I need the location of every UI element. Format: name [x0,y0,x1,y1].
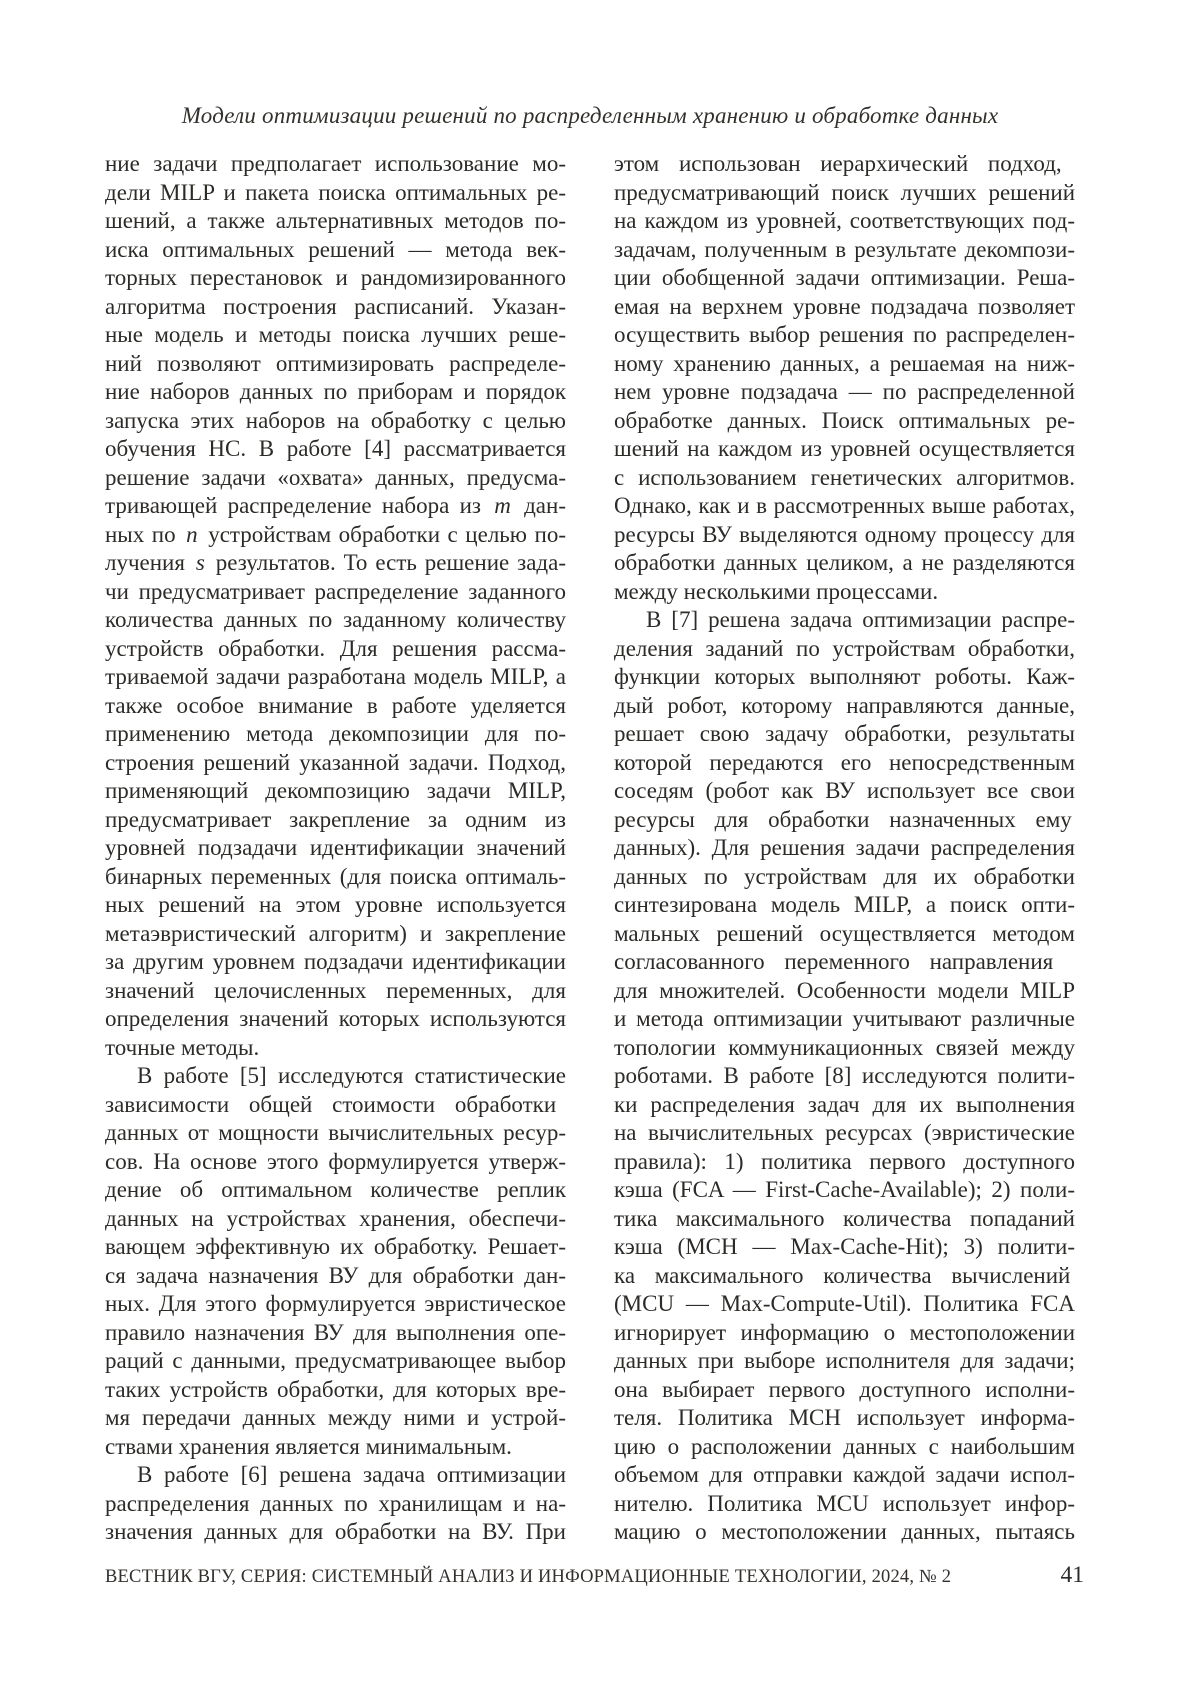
text-line: запуска этих наборов на обработку с целью [105,407,566,433]
text-line: данных на устройствах хранения, обеспечи- [105,1205,566,1231]
text-line: ному хранению данных, а решаемая на ниж- [614,350,1075,376]
math-variable: n [186,521,198,547]
text-line: топологии коммуникационных связей между [614,1034,1075,1060]
text-line: и метода оптимизации учитывают различные [614,1006,1075,1031]
text-line: для множителей. Особенности модели MILP [614,977,1075,1003]
text-line: теля. Политика MCH использует информа- [614,1405,1075,1430]
text-line: дый робот, которому направляются данные, [614,692,1075,718]
text-line: нем уровне подзадача — по распределенной [614,379,1075,404]
text-line: ние задачи предполагает использование мо- [105,151,566,176]
text-line: данных по устройствам для их обработки [614,863,1075,889]
text-line: шений на каждом из уровней осуществляется [614,436,1075,461]
text-line: между несколькими процессами. [614,578,939,604]
paragraph [105,150,566,1062]
text-line: количества данных по заданному количеству [105,607,566,632]
text-line: соседям (робот как ВУ использует все свои [614,778,1075,803]
text-line: данных при выборе исполнителя для задачи; [614,1348,1075,1373]
text-line: раций с данными, предусматривающее выбор [105,1348,566,1373]
text-line: торных перестановок и рандомизированного [105,265,566,290]
text-line: этом использован иерархический подход, [614,151,1062,176]
text-line: бинарных переменных (для поиска оптималь- [105,863,566,889]
text-line: зависимости общей стоимости обработки [105,1091,557,1117]
column-right [614,150,1075,1547]
text-line: осуществить выбор решения по распределен- [614,322,1075,347]
text-line: ции обобщенной задачи оптимизации. Реша- [614,265,1075,290]
text-line: данных от мощности вычислительных ресур- [105,1120,566,1145]
text-line: решение задачи «охвата» данных, предусма- [105,464,566,490]
text-line: данных). Для решения задачи распределения [614,835,1075,860]
text-line: правила): 1) политика первого доступного [614,1148,1075,1174]
text-line: синтезирована модель MILP, а поиск опти- [614,892,1075,917]
text-line: тривающей распределение набора из m дан- [105,493,566,518]
text-line: применению метода декомпозиции для по- [105,721,566,746]
text-line: ка максимального количества вычислений [614,1262,1071,1288]
text-line: распределения данных по хранилищам и на- [105,1490,566,1516]
text-line: обработки данных целиком, а не разделяются [614,550,1075,575]
text-line: обучения НС. В работе [4] рассматривается [105,436,566,461]
text-line: тика максимального количества попаданий [614,1205,1075,1231]
text-line: ний позволяют оптимизировать распределе- [105,350,566,376]
text-line: объемом для отправки каждой задачи испол- [614,1462,1075,1487]
text-line: обработке данных. Поиск оптимальных ре- [614,407,1075,433]
text-line: функции которых выполняют роботы. Каж- [614,664,1075,689]
text-line: применяющий декомпозицию задачи MILP, [105,778,566,803]
text-line: за другим уровнем подзадачи идентификации [105,949,566,974]
text-line: Однако, как и в рассмотренных выше работах, [614,493,1075,518]
text-line: которой передаются его непосредственным [614,749,1075,775]
text-line: сов. На основе этого формулируется утверж- [105,1148,566,1174]
text-line: задачам, полученным в результате декомпози- [614,236,1075,262]
text-line: на вычислительных ресурсах (эвристические [614,1120,1075,1145]
text-line: ных решений на этом уровне используется [105,892,566,917]
text-line: емая на верхнем уровне подзадача позволяет [614,293,1075,319]
text-line: ные модель и методы поиска лучших реше- [105,322,566,347]
paragraph [614,150,1075,606]
text-line: строения решений указанной задачи. Подход, [105,749,566,775]
text-line: она выбирает первого доступного исполни- [614,1376,1075,1402]
column-left [105,150,566,1547]
text-line: также особое внимание в работе уделяется [105,692,566,718]
text-line: В работе [5] исследуются статистические [137,1063,566,1088]
text-line: ных. Для этого формулируется эвристическое [105,1291,566,1316]
text-line: уровней подзадачи идентификации значений [105,835,566,860]
text-line: иска оптимальных решений — метода век- [105,236,566,262]
text-line: шений, а также альтернативных методов по- [105,208,566,233]
text-line: решает свою задачу обработки, результаты [614,721,1075,746]
text-line: мя передачи данных между ними и устрой- [105,1405,566,1430]
text-line: ресурсы для обработки назначенных ему [614,806,1072,832]
text-line: таких устройств обработки, для которых вре- [105,1376,566,1402]
journal-title: ВЕСТНИК ВГУ, СЕРИЯ: СИСТЕМНЫЙ АНАЛИЗ И ИНФОРМАЦИОННЫЕ ТЕХНОЛОГИИ, 2024, № 2 [105,1567,952,1587]
page-footer [105,1562,1088,1589]
text-line: кэша (MCH — Max-Cache-Hit); 3) полити- [614,1234,1075,1259]
paragraph [105,1461,566,1547]
text-line: предусматривающий поиск лучших решений [614,179,1075,205]
text-line: лучения s результатов. То есть решение зада- [105,550,566,575]
text-line: согласованного переменного направления [614,949,1054,974]
text-columns [105,150,1075,1547]
text-line: цию о расположении данных с наибольшим [614,1433,1075,1459]
text-line: игнорирует информацию о местоположении [614,1319,1075,1345]
text-line: ние наборов данных по приборам и порядок [105,379,566,404]
text-line: ресурсы ВУ выделяются одному процессу для [614,521,1075,547]
text-line: ствами хранения является минимальным. [105,1433,512,1459]
text-line: предусматривает закрепление за одним из [105,806,566,832]
paragraph [614,606,1075,1547]
text-line: значений целочисленных переменных, для [105,977,566,1003]
text-line: на каждом из уровней, соответствующих под- [614,208,1075,233]
text-line: нителю. Политика MCU использует инфор- [614,1490,1075,1516]
text-line: ных по n устройствам обработки с целью по- [105,521,566,547]
text-line: дели MILP и пакета поиска оптимальных ре- [105,179,566,205]
text-line: правило назначения ВУ для выполнения опе- [105,1319,566,1345]
text-line: точные методы. [105,1034,260,1060]
text-line: кэша (FCA — First-Cache-Available); 2) поли- [614,1177,1075,1202]
paragraph [105,1062,566,1461]
text-line: алгоритма построения расписаний. Указан- [105,293,566,319]
text-line: деления заданий по устройствам обработки, [614,635,1075,661]
text-line: значения данных для обработки на ВУ. При [105,1519,566,1544]
text-line: В [7] решена задача оптимизации распре- [646,607,1075,632]
page-number: 41 [1060,1562,1084,1588]
running-title: Модели оптимизации решений по распределенным хранению и обработке данных [181,103,999,128]
text-line: дение об оптимальном количестве реплик [105,1177,566,1202]
text-line: вающем эффективную их обработку. Решает- [105,1234,566,1259]
text-line: (MCU — Max-Compute-Util). Политика FCA [614,1291,1075,1316]
text-line: ся задача назначения ВУ для обработки дан- [105,1262,566,1288]
text-line: мальных решений осуществляется методом [614,920,1075,946]
text-line: устройств обработки. Для решения рассма- [105,635,566,661]
text-line: В работе [6] решена задача оптимизации [137,1462,566,1487]
text-line: триваемой задачи разработана модель MILP, а [105,664,566,689]
math-variable: s [195,550,205,575]
text-line: мацию о местоположении данных, пытаясь [614,1519,1075,1544]
text-line: метаэвристический алгоритм) и закрепление [105,920,566,946]
text-line: роботами. В работе [8] исследуются полити- [614,1063,1075,1088]
text-line: чи предусматривает распределение заданного [105,578,566,604]
text-line: ки распределения задач для их выполнения [614,1091,1075,1117]
math-variable: m [494,493,511,518]
text-line: с использованием генетических алгоритмов. [614,464,1075,490]
text-line: определения значений которых используются [105,1006,566,1031]
